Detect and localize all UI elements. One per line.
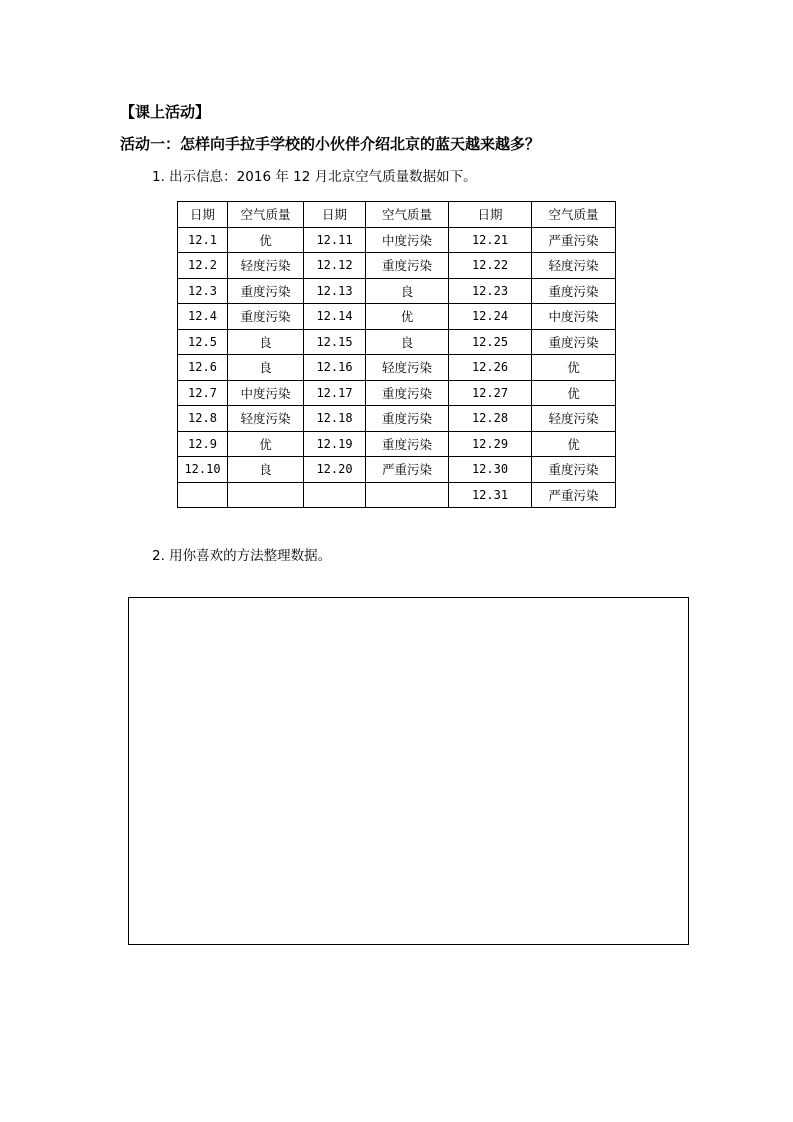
date-cell: 12.23 — [449, 278, 532, 304]
air-quality-cell: 重度污染 — [366, 380, 449, 406]
date-cell: 12.1 — [178, 227, 228, 253]
air-quality-cell: 严重污染 — [532, 482, 616, 508]
air-quality-cell: 重度污染 — [366, 406, 449, 432]
air-quality-cell: 轻度污染 — [228, 253, 304, 279]
date-cell: 12.20 — [304, 457, 366, 483]
table-row — [178, 457, 616, 483]
air-quality-cell: 轻度污染 — [228, 406, 304, 432]
air-quality-cell: 重度污染 — [228, 304, 304, 330]
date-cell: 12.10 — [178, 457, 228, 483]
date-cell: 12.14 — [304, 304, 366, 330]
air-quality-cell: 优 — [366, 304, 449, 330]
date-cell — [304, 482, 366, 508]
date-cell: 12.17 — [304, 380, 366, 406]
air-quality-cell: 优 — [532, 380, 616, 406]
step-1-text: 1. 出示信息：2016 年 12 月北京空气质量数据如下。 — [152, 169, 477, 185]
date-cell: 12.26 — [449, 355, 532, 381]
air-quality-cell: 重度污染 — [366, 431, 449, 457]
date-cell: 12.18 — [304, 406, 366, 432]
table-row — [178, 253, 616, 279]
table-row — [178, 380, 616, 406]
air-quality-cell: 良 — [366, 278, 449, 304]
step-2-text: 2. 用你喜欢的方法整理数据。 — [152, 548, 332, 564]
air-quality-cell: 中度污染 — [228, 380, 304, 406]
date-cell: 12.15 — [304, 329, 366, 355]
air-quality-cell — [366, 482, 449, 508]
air-quality-cell: 良 — [228, 457, 304, 483]
date-cell: 12.25 — [449, 329, 532, 355]
date-cell: 12.6 — [178, 355, 228, 381]
date-cell: 12.22 — [449, 253, 532, 279]
date-cell: 12.31 — [449, 482, 532, 508]
air-quality-cell: 重度污染 — [228, 278, 304, 304]
air-quality-cell: 轻度污染 — [532, 406, 616, 432]
date-cell: 12.24 — [449, 304, 532, 330]
table-header-cell: 日期 — [178, 202, 228, 228]
air-quality-cell: 严重污染 — [366, 457, 449, 483]
table-row — [178, 278, 616, 304]
air-quality-cell: 中度污染 — [366, 227, 449, 253]
air-quality-cell: 轻度污染 — [366, 355, 449, 381]
air-quality-cell: 良 — [228, 329, 304, 355]
air-quality-cell — [228, 482, 304, 508]
table-row — [178, 304, 616, 330]
air-quality-cell: 中度污染 — [532, 304, 616, 330]
air-quality-cell: 重度污染 — [532, 278, 616, 304]
table-row — [178, 482, 616, 508]
table-header-cell: 日期 — [304, 202, 366, 228]
date-cell: 12.27 — [449, 380, 532, 406]
date-cell: 12.4 — [178, 304, 228, 330]
date-cell: 12.12 — [304, 253, 366, 279]
table-header-row — [178, 202, 616, 228]
date-cell: 12.2 — [178, 253, 228, 279]
date-cell: 12.28 — [449, 406, 532, 432]
air-quality-cell: 重度污染 — [532, 457, 616, 483]
date-cell: 12.30 — [449, 457, 532, 483]
date-cell: 12.29 — [449, 431, 532, 457]
air-quality-cell: 重度污染 — [366, 253, 449, 279]
date-cell: 12.9 — [178, 431, 228, 457]
air-quality-cell: 优 — [532, 355, 616, 381]
date-cell: 12.19 — [304, 431, 366, 457]
table-header-cell: 空气质量 — [532, 202, 616, 228]
air-quality-cell: 优 — [228, 227, 304, 253]
table-row — [178, 227, 616, 253]
date-cell: 12.7 — [178, 380, 228, 406]
air-quality-cell: 良 — [366, 329, 449, 355]
date-cell — [178, 482, 228, 508]
air-quality-cell: 优 — [228, 431, 304, 457]
air-quality-table — [177, 201, 616, 508]
date-cell: 12.16 — [304, 355, 366, 381]
air-quality-cell: 重度污染 — [532, 329, 616, 355]
table-header-cell: 空气质量 — [228, 202, 304, 228]
air-quality-cell: 轻度污染 — [532, 253, 616, 279]
table-row — [178, 329, 616, 355]
date-cell: 12.8 — [178, 406, 228, 432]
table-row — [178, 406, 616, 432]
air-quality-cell: 良 — [228, 355, 304, 381]
table-row — [178, 431, 616, 457]
date-cell: 12.13 — [304, 278, 366, 304]
table-row — [178, 355, 616, 381]
date-cell: 12.11 — [304, 227, 366, 253]
date-cell: 12.3 — [178, 278, 228, 304]
activity-title: 活动一：怎样向手拉手学校的小伙伴介绍北京的蓝天越来越多？ — [120, 135, 541, 153]
table-header-cell: 日期 — [449, 202, 532, 228]
answer-box[interactable] — [128, 597, 689, 945]
air-quality-cell: 优 — [532, 431, 616, 457]
air-quality-cell: 严重污染 — [532, 227, 616, 253]
table-header-cell: 空气质量 — [366, 202, 449, 228]
section-heading: 【课上活动】 — [120, 103, 211, 121]
date-cell: 12.21 — [449, 227, 532, 253]
date-cell: 12.5 — [178, 329, 228, 355]
